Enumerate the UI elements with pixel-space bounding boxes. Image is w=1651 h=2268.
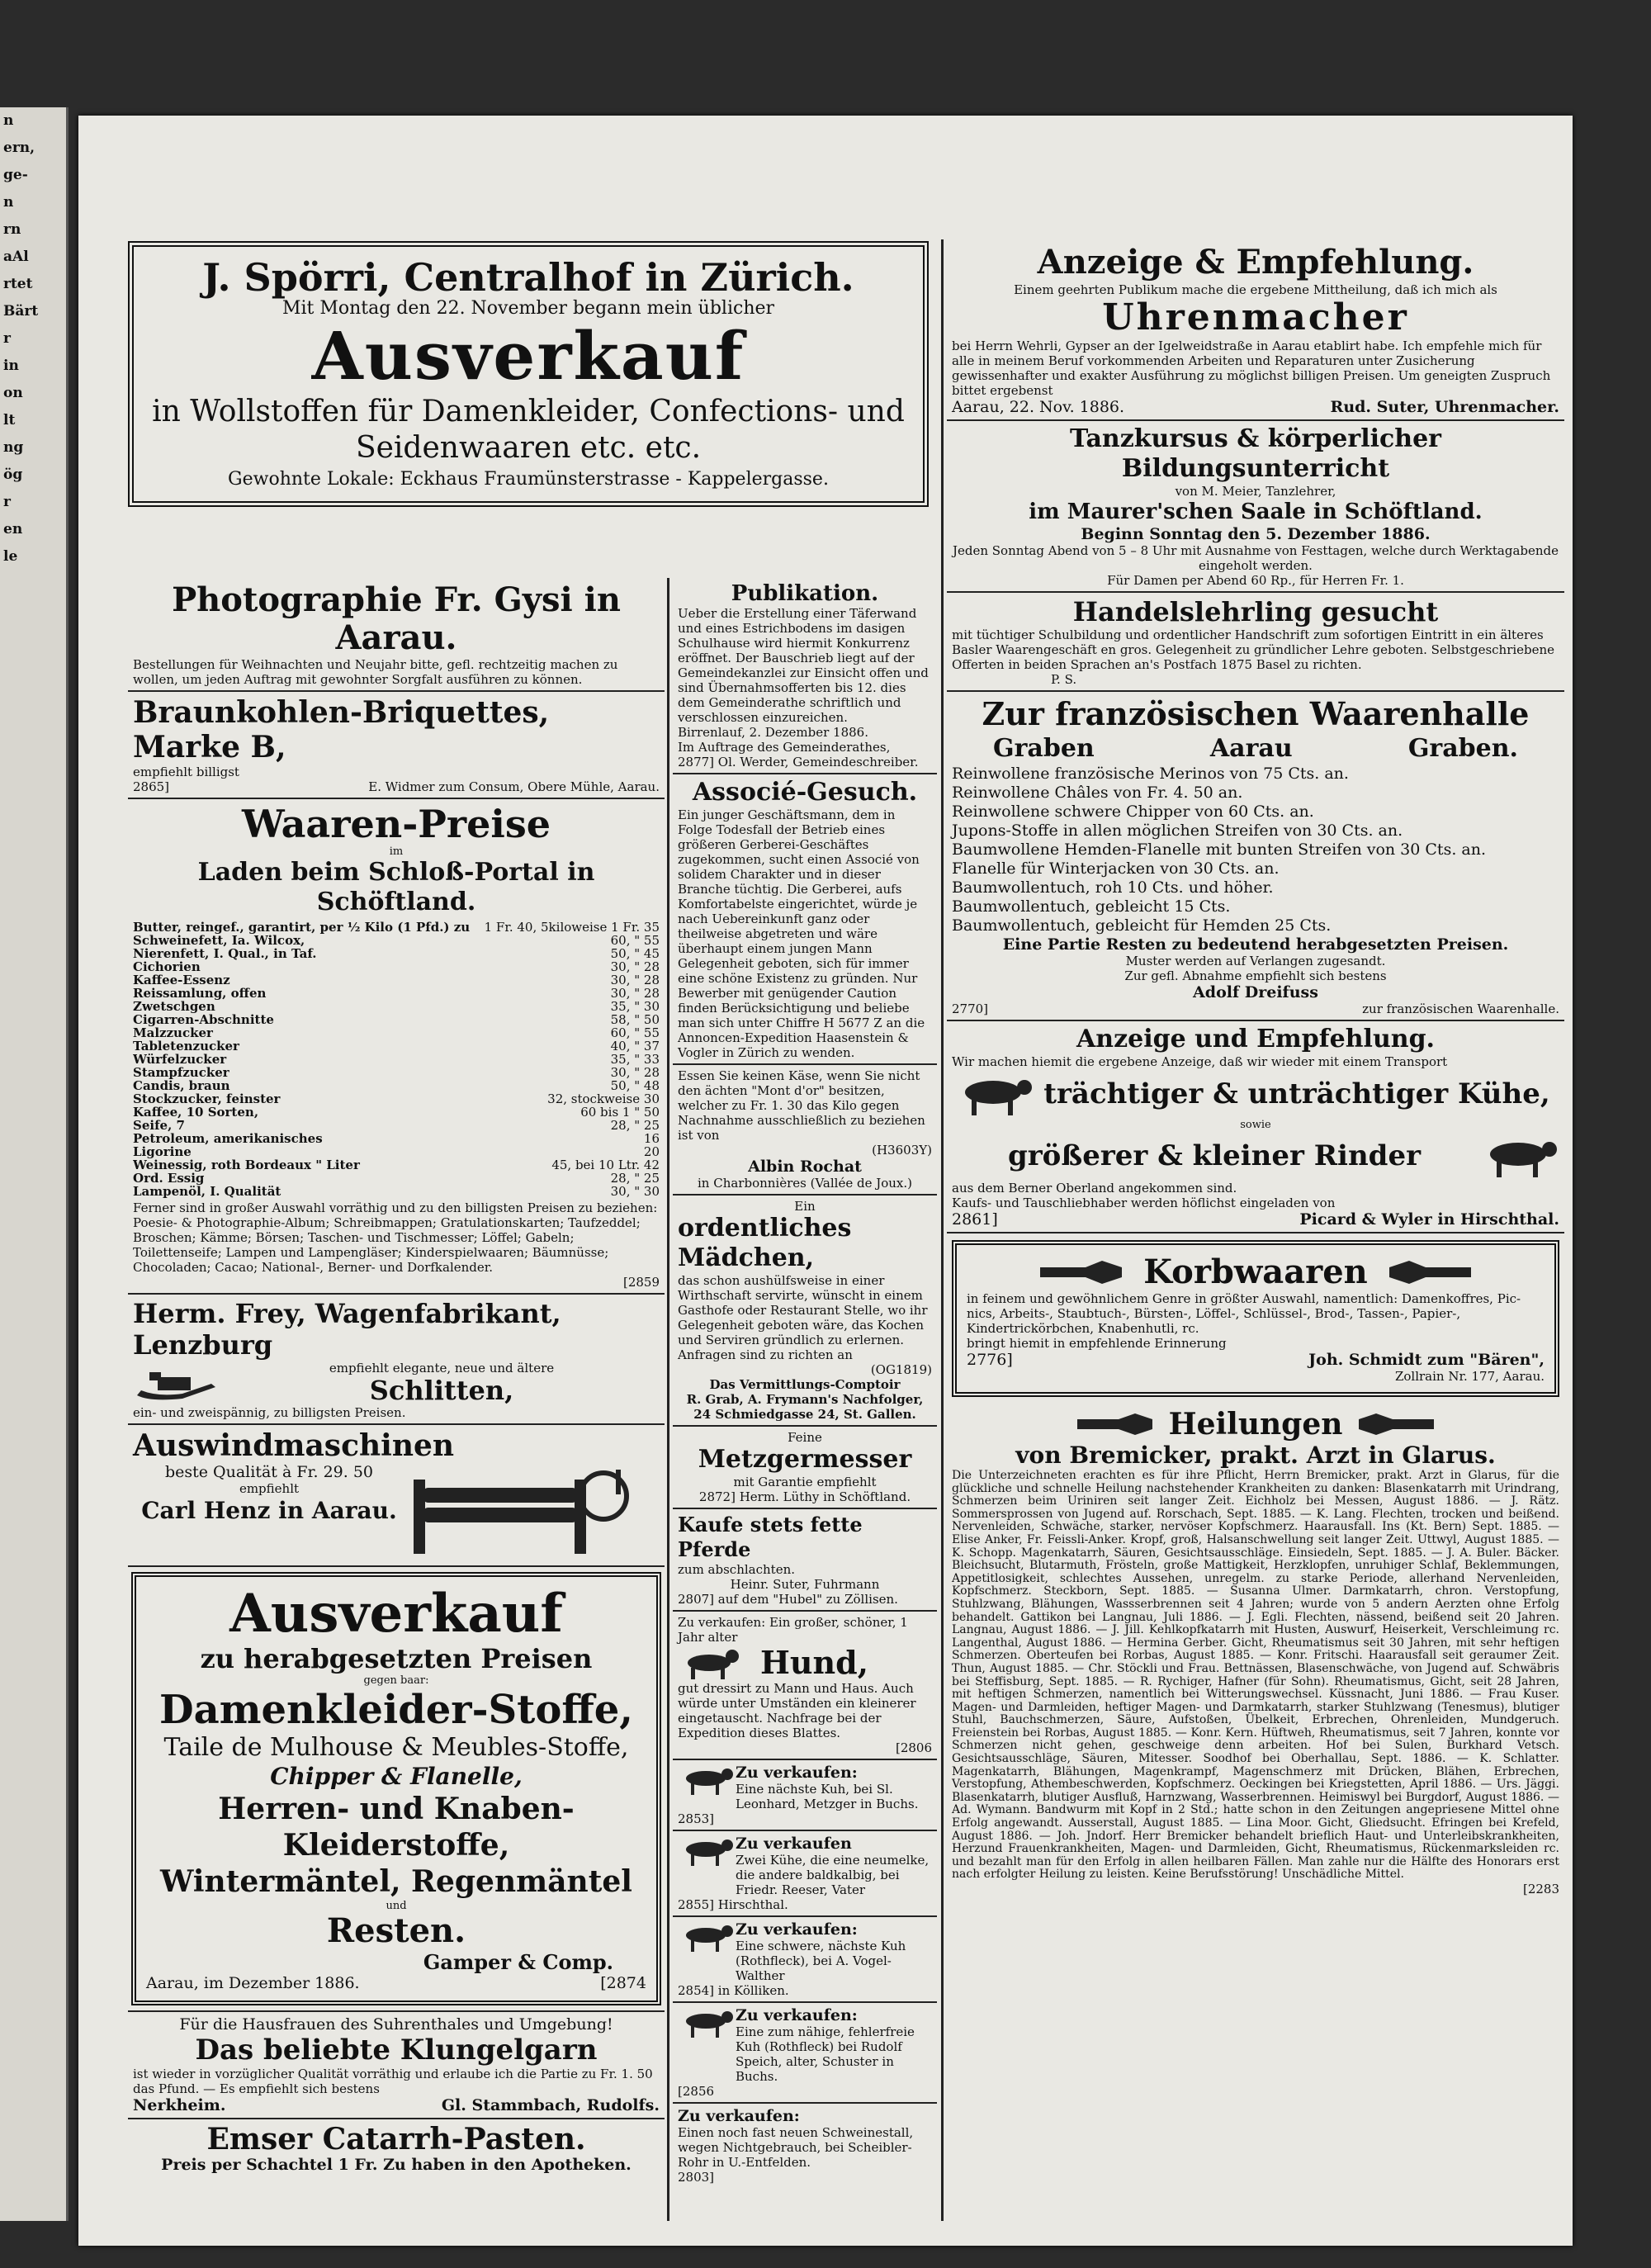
ad-associe xyxy=(673,774,937,1065)
maedchen-title: ordentliches Mädchen, xyxy=(678,1214,852,1272)
wringer-machine-icon xyxy=(405,1463,636,1562)
uhren-title: Anzeige & Empfehlung. xyxy=(1037,243,1474,282)
publikation-auftrag: Im Auftrage des Gemeinderathes, xyxy=(678,740,891,755)
spoerri-body: in Wollstoffen für Damenkleider, Confections- und Seidenwaaren etc. etc. xyxy=(152,395,905,465)
price-item-name: Seife, 7 xyxy=(133,1119,185,1132)
auswind-line2: empfiehlt xyxy=(239,1481,300,1496)
price-item-name: Zwetschgen xyxy=(133,1000,215,1013)
gamper-l6: Resten. xyxy=(326,1911,466,1950)
publikation-date: Birrenlauf, 2. Dezember 1886. xyxy=(678,725,868,740)
price-item-value: 50, " 48 xyxy=(610,1078,660,1093)
heilungen-sub: von Bremicker, prakt. Arzt in Glarus. xyxy=(1015,1442,1496,1469)
metzger-title: Metzgermesser xyxy=(698,1445,912,1474)
waarenhalle-sig2: zur französischen Waarenhalle. xyxy=(1362,1001,1559,1016)
waaren-headline: Waaren-Preise xyxy=(241,802,551,846)
cow-icon xyxy=(678,2006,736,2039)
waarenhalle-item: Reinwollene schwere Chipper von 60 Cts. an. xyxy=(952,803,1314,821)
ad-hund xyxy=(673,1612,937,1760)
left-page-fragment: ng xyxy=(3,439,24,456)
price-item-name: Cigarren-Abschnitte xyxy=(133,1013,274,1026)
gamper-sub: zu herabgesetzten Preisen xyxy=(200,1643,593,1674)
associe-body: Ein junger Geschäftsmann, dem in Folge Todesfall der Betrieb eines größeren Gerberei-Geschäftes zugekommen, sucht einen Associé von solidem Charakter und in dieser Branche tüchtig. Die Gerberei, aufs Komfortabelste eingerichtet, würde je nach Uebereinkunft ganz oder theilweise abgetreten und wäre überhaupt einem jungen Mann Gelegenheit geboten, sich für immer eine schöne Existenz zu gründen. Nur Bewerber mit genügender Caution finden Berücksichtigung und beliebe man sich unter Chiffre H 5677 Z an die Annoncen-Expedition Haasenstein & Vogler in Zürich zu wenden. xyxy=(678,807,925,1060)
emser-title: Emser Catarrh-Pasten. xyxy=(206,2122,586,2157)
korb-num: 2776] xyxy=(967,1351,1013,1369)
ad-tanz xyxy=(947,421,1564,593)
price-row xyxy=(133,1172,660,1185)
tanz-l3: Beginn Sonntag den 5. Dezember 1886. xyxy=(1081,525,1431,543)
gysi-body: Bestellungen für Weihnachten und Neujahr bitte, gefl. rechtzeitig machen zu wollen, um jeden Auftrag mit gewohnter Sorgfalt ausführen zu können. xyxy=(133,657,618,687)
waarenhalle-l1: Eine Partie Resten zu bedeutend herabgesetzten Preisen. xyxy=(1002,935,1509,954)
price-item-value: 30, " 30 xyxy=(610,1184,660,1199)
ad-braunkohlen xyxy=(128,692,665,799)
ad-ad-kuh1 xyxy=(673,1760,937,1831)
waarenhalle-sig: Adolf Dreifuss xyxy=(1193,983,1318,1001)
price-row xyxy=(133,947,660,960)
left-page-fragment: ge- xyxy=(3,167,28,183)
frey-title: Schlitten, xyxy=(369,1375,514,1406)
waarenhalle-sub-0: Graben xyxy=(993,734,1095,763)
price-item-value: 32, stockweise 30 xyxy=(547,1091,660,1106)
price-item-name: Stockzucker, feinster xyxy=(133,1092,281,1106)
montdor-code: (H3603Y) xyxy=(872,1143,932,1158)
ad-emser xyxy=(128,2119,665,2177)
gamper-und: und xyxy=(386,1900,407,1912)
heilungen-title: Heilungen xyxy=(1168,1407,1343,1442)
cow-ad-num: 2854] in Kölliken. xyxy=(678,1983,789,1998)
pointing-hand-icon xyxy=(1355,1409,1438,1439)
left-page-fragment: on xyxy=(3,385,23,401)
spoerri-headline: J. Spörri, Centralhof in Zürich. xyxy=(202,255,854,300)
price-row xyxy=(133,1185,660,1198)
waarenhalle-item: Reinwollene französische Merinos von 75 Cts. an. xyxy=(952,765,1349,783)
montdor-sig: Albin Rochat xyxy=(748,1158,862,1176)
price-item-name: Petroleum, amerikanisches xyxy=(133,1132,323,1145)
metzger-body: mit Garantie empfiehlt xyxy=(733,1475,877,1489)
left-page-fragment: Bärt xyxy=(3,303,39,320)
price-row xyxy=(133,1039,660,1053)
waaren-sub: Laden beim Schloß-Portal in Schöftland. xyxy=(197,858,595,916)
rinder-l2: aus dem Berner Oberland angekommen sind. xyxy=(952,1181,1237,1196)
left-page-fragment: lt xyxy=(3,412,16,429)
left-page-fragment: ög xyxy=(3,466,23,483)
price-item-value: 30, " 28 xyxy=(610,1065,660,1080)
maedchen-code: (OG1819) xyxy=(870,1362,932,1377)
pferde-body: zum abschlachten. xyxy=(678,1562,795,1577)
cow-ad-num: 2853] xyxy=(678,1811,715,1826)
maedchen-body: das schon aushülfsweise in einer Wirthschaft servirte, wünscht in einem Gasthofe oder Restaurant Stelle, wo ihr Gelegenheit geboten wäre, das Kochen und Serviren gründlich zu erlernen. Anfragen sind zu richten an xyxy=(678,1273,928,1362)
left-page-fragment: n xyxy=(3,194,14,211)
price-row xyxy=(133,1106,660,1119)
montdor-place: in Charbonnières (Vallée de Joux.) xyxy=(697,1176,913,1191)
bull-icon xyxy=(1477,1131,1559,1181)
schwein-body: Einen noch fast neuen Schweinestall, wegen Nichtgebrauch, bei Scheibler-Rohr in U.-Entfelden. xyxy=(678,2125,914,2170)
gamper-l1: Damenkleider-Stoffe, xyxy=(158,1687,634,1733)
price-item-name: Malzzucker xyxy=(133,1026,213,1039)
price-item-value: 16 xyxy=(643,1131,660,1146)
price-item-value: 30, " 28 xyxy=(610,959,660,974)
waarenhalle-title: Zur französischen Waarenhalle xyxy=(982,695,1530,732)
price-item-name: Nierenfett, I. Qual., in Taf. xyxy=(133,947,317,960)
rinder-big1: trächtiger & unträchtiger Kühe, xyxy=(1043,1077,1550,1110)
klungel-sig2: Gl. Stammbach, Rudolfs. xyxy=(441,2096,660,2114)
price-row xyxy=(133,1013,660,1026)
ad-publikation xyxy=(673,578,937,774)
metzger-feine: Feine xyxy=(788,1430,822,1445)
price-row xyxy=(133,973,660,987)
spoerri-title: Ausverkauf xyxy=(311,317,745,395)
cow-icon xyxy=(678,1835,736,1868)
publikation-title: Publikation. xyxy=(731,581,879,606)
waarenhalle-item: Baumwollene Hemden-Flanelle mit bunten Streifen von 30 Cts. an. xyxy=(952,840,1487,859)
frey-headline: Herm. Frey, Wagenfabrikant, Lenzburg xyxy=(133,1298,561,1361)
price-item-name: Reissamlung, offen xyxy=(133,987,267,1000)
price-item-value: 30, " 28 xyxy=(610,973,660,987)
ad-lehrling xyxy=(947,593,1564,692)
hund-pre: Zu verkaufen: Ein großer, schöner, 1 Jahr alter xyxy=(678,1615,908,1645)
left-page-fragment: rtet xyxy=(3,276,33,292)
waarenhalle-list xyxy=(952,765,1559,935)
left-page-fragment: in xyxy=(3,357,19,374)
lehrling-body: mit tüchtiger Schulbildung und ordentlicher Handschrift zum sofortigen Eintritt in ein älteres Basler Waarengeschäft en gros. Gelegenheit zu gründlicher Lehre geboten. Selbstgeschriebene Offerten in beiden Sprachen an's Postfach 1875 Basel zu richten. xyxy=(952,627,1555,672)
pferde-num: 2807] auf dem "Hubel" zu Zöllisen. xyxy=(678,1592,898,1607)
uhren-sig: Rud. Suter, Uhrenmacher. xyxy=(1330,398,1559,416)
ad-ad-kuh4 xyxy=(673,2003,937,2104)
maedchen-sig: R. Grab, A. Frymann's Nachfolger, xyxy=(686,1392,924,1407)
ad-schwein xyxy=(673,2104,937,2188)
pointing-hand-icon xyxy=(1073,1409,1156,1439)
publikation-sig: 2877] Ol. Werder, Gemeindeschreiber. xyxy=(678,755,919,769)
ad-korb xyxy=(947,1233,1564,1404)
waarenhalle-item: Baumwollentuch, gebleicht 15 Cts. xyxy=(952,897,1231,916)
rinder-l1: Wir machen hiemit die ergebene Anzeige, daß wir wieder mit einem Transport xyxy=(952,1054,1448,1069)
gamper-l2: Taile de Mulhouse & Meubles-Stoffe, xyxy=(163,1733,629,1762)
price-item-value: 45, bei 10 Ltr. 42 xyxy=(551,1158,660,1172)
cow-icon xyxy=(678,1920,736,1953)
price-item-name: Butter, reingef., garantirt, per ½ Kilo (1 Pfd.) zu xyxy=(133,921,471,934)
auswind-line: beste Qualität à Fr. 29. 50 xyxy=(164,1463,374,1481)
ad-spoerri xyxy=(128,241,929,507)
tanz-body: Jeden Sonntag Abend von 5 – 8 Uhr mit Ausnahme von Festtagen, welche durch Werktagabende eingeholt werden. xyxy=(952,543,1559,573)
cow-ad-head: Zu verkaufen: xyxy=(736,2006,858,2024)
left-page-fragment: r xyxy=(3,494,11,510)
lehrling-title: Handelslehrling gesucht xyxy=(1072,596,1439,627)
price-item-value: 35, " 30 xyxy=(610,999,660,1014)
braunkohlen-num: 2865] xyxy=(133,779,170,794)
schwein-num: 2803] xyxy=(678,2170,715,2185)
korb-l1: bringt hiemit in empfehlende Erinnerung xyxy=(967,1336,1227,1351)
waaren-price-list xyxy=(133,921,660,1198)
cow-ad-body: Eine nächste Kuh, bei Sl. Leonhard, Metzger in Buchs. xyxy=(736,1782,919,1811)
gamper-sig: Gamper & Comp. xyxy=(423,1950,613,1974)
ad-ad-kuh3 xyxy=(673,1917,937,2003)
price-item-name: Tabletenzucker xyxy=(133,1039,239,1053)
klungel-body: ist wieder in vorzüglicher Qualität vorräthig und erlaube ich die Partie zu Fr. 1. 50 das Pfund. — Es empfiehlt sich bestens xyxy=(133,2067,653,2096)
cow-ad-num: 2855] Hirschthal. xyxy=(678,1897,788,1912)
rinder-sowie: sowie xyxy=(1240,1119,1271,1131)
waarenhalle-l3: Zur gefl. Abnahme empfiehlt sich bestens xyxy=(1124,968,1387,983)
price-row xyxy=(133,1000,660,1013)
ad-frey xyxy=(128,1295,665,1425)
tanz-l2: im Maurer'schen Saale in Schöftland. xyxy=(1029,500,1483,524)
korb-addr: Zollrain Nr. 177, Aarau. xyxy=(1394,1369,1545,1384)
price-item-value: 20 xyxy=(643,1144,660,1159)
price-item-value: 1 Fr. 40, 5kiloweise 1 Fr. 35 xyxy=(484,920,660,935)
korb-body: in feinem und gewöhnlichem Genre in größter Auswahl, namentlich: Damenkoffres, Pic-nics, Arbeits-, Staubtuch-, Bürsten-, Löffel-, Schlüssel-, Brod-, Tassen-, Papier-, Kindertrickörbchen, Knabenhutli, rc. xyxy=(967,1291,1521,1336)
price-row xyxy=(133,960,660,973)
waaren-num: [2859 xyxy=(622,1275,660,1290)
heilungen-body: Die Unterzeichneten erachten es für ihre Pflicht, Herrn Bremicker, prakt. Arzt in Glarus, für die glückliche und schnelle Heilung nachstehender Krankheiten zu danken: Blasenkatarrh mit Urindrang, Schmerzen beim Uriniren seit langer Zeit. Eichholz bei Messen, August 1886. — J. Rätz. Sommersprossen von Jugend auf. Rorschach, Sept. 1885. — K. Lang. Flechten, trocken und beißend. Nervenleiden, Schwäche, starker, nervöser Kopfschmerz. Haarausfall. Ins (Kt. Bern) Sept. 1885. — Elise Anker, Fr. Feissli-Anker. Kropf, groß, Halsanschwellung seit langer Zeit. Uttwyl, August 1885. — K. Schopp. Magenkatarrh, Säuren, Gesichtsausschläge. Einsiedeln, Sept. 1885. — J. A. Buler. Bäcker. Bleichsucht, Blutarmuth, Frösteln, große Mattigkeit, Herzklopfen, unruhiger Schlaf, Beklemmungen, Appetitlosigkeit, schlechtes Aussehen, unregelm. zu starke Periode, allerhand Nervenleiden, Kopfschmerz. Steckborn, Sept. 1885. — Susanna Ulmer. Darmkatarrh, chron. Verstopfung, Stuhlzwang, Blähungen, Wassserbrennen seit 4 Jahren; wurde von 5 andern Aerzten ohne Erfolg behandelt. Gattikon bei Langnau, Juli 1886. — J. Egli. Flechten, nässend, beißend seit 20 Jahren. Langnau, August 1886. — J. Jill. Kehlkopfkatarrh mit Husten, Auswurf, Heiserkeit, Verschleimung rc. Langenthal, August 1886. — Hermina Gerber. Gicht, Rheumatismus seit 30 Jahren, mit sehr heftigen Schmerzen. Oberteufen bei Rorbas, August 1885. — Konr. Fritschi. Haarausfall seit geraumer Zeit. Thun, August 1885. — Chr. Stöckli und Frau. Bettnässen, Blasenschwäche, von Jugend auf. Schwäbris bei Steffisburg, Sept. 1885. — R. Rychiger, Hafner (für Sohn). Rheumatismus, Gicht, seit 28 Jahren, mit heftigen Schmerzen, namentlich bei Witterungswechsel. Küssnacht, Juni 1886. — Frau Kuser. Magen- und Darmleiden, heftiger Magen- und Darmkatarrh, starker Stuhlzwang (Tenesmus), blutiger Stuhl, Bauchschmerzen, Säure, Aufstoßen, Übelkeit, Erbrechen, Ohrenleiden, Mundgeruch. Freienstein bei Rorbas, August 1885. — Konr. Kern. Hüftweh, Rheumatismus, seit 7 Jahren, konnte vor Schmerzen nicht gehen, geschweige denn arbeiten. Hof bei Sulen, Burkhard Vetsch. Gesichtsausschläge, Säuren, Mitesser. Soodhof bei Oberhallau, Sept. 1886. — K. Schlatter. Magenkatarrh, Blähungen, Magenkrampf, Magenschmerz mit Drücken, Blähen, Erbrechen, Verstopfung, Athembeschwerden, Kopfschmerz. Oeckingen bei Kriegstetten, April 1886. — Urs. Jäggi. Blasenkatarrh, blutiger Ausfluß, Harnzwang, Wasserbrennen. Heimiswyl bei Burgdorf, August 1886. — Ad. Wymann. Bandwurm mit Kopf in 2 Std.; hatte schon in den Zeitungen angepriesene Mittel ohne Erfolg angewandt. Ausserstall, August 1885. — Lina Moor. Gicht, Gliedsucht. Efringen bei Krefeld, August 1886. — Joh. Jndorf. Herr Bremicker behandelt brieflich Haut- und Unterleibskrankheiten, Herzund Frauenkrankheiten, Magen- und Darmleiden, Gicht, Rheumatismus, Rückenmarksleiden rc. und bezahlt man für den Erfolg in allen heilbaren Fällen. Man zahle nur die Hälfte des Honorars erst nach erfolgter Heilung zu leisten. Keine Berufsstörung! Unschädliche Mittel. xyxy=(952,1469,1559,1882)
pointing-hand-icon xyxy=(1384,1256,1475,1289)
waarenhalle-num: 2770] xyxy=(952,1001,989,1016)
gamper-l4: Herren- und Knaben-Kleiderstoffe, xyxy=(218,1792,575,1863)
waarenhalle-item: Reinwollene Châles von Fr. 4. 50 an. xyxy=(952,784,1243,802)
pferde-title: Kaufe stets fette Pferde xyxy=(678,1513,863,1561)
price-row xyxy=(133,1119,660,1132)
price-row xyxy=(133,1066,660,1079)
price-row xyxy=(133,987,660,1000)
hund-title: Hund, xyxy=(760,1644,868,1681)
newspaper-sheet xyxy=(78,116,1573,2246)
column-2 xyxy=(673,578,937,2188)
price-item-name: Weinessig, roth Bordeaux " Liter xyxy=(133,1158,360,1172)
rinder-title: Anzeige und Empfehlung. xyxy=(1076,1025,1435,1054)
ad-gamper xyxy=(128,1567,665,2010)
frey-footer: ein- und zweispännig, zu billigsten Preisen. xyxy=(133,1405,406,1420)
price-item-value: 35, " 33 xyxy=(610,1052,660,1067)
waaren-footer: Ferner sind in großer Auswahl vorräthig und zu den billigsten Preisen zu beziehen: Poesie- & Photographie-Album; Schreibmappen; Gratulationskarten; Taufzeddel; Broschen; Kämme; Börsen; Taschen- und Tischmesser; Löffel; Gabeln; Toilettenseife; Lampen und Lampengläser; Kinderspielwaaren; Bäumnüsse; Chocoladen; Cacao; National-, Berner- und Dorfkalender. xyxy=(133,1200,658,1275)
ad-montdor xyxy=(673,1065,937,1196)
klungel-l1: Für die Hausfrauen des Suhrenthales und Umgebung! xyxy=(179,2015,613,2034)
price-item-value: 60, " 55 xyxy=(610,1025,660,1040)
waarenhalle-sub-2: Graben. xyxy=(1407,734,1518,763)
price-item-value: 50, " 45 xyxy=(610,946,660,961)
gamper-num: [2874 xyxy=(600,1974,646,1992)
price-item-value: 40, " 37 xyxy=(610,1039,660,1054)
tanz-l1: von M. Meier, Tanzlehrer, xyxy=(1175,484,1336,499)
waarenhalle-l2: Muster werden auf Verlangen zugesandt. xyxy=(1125,954,1386,968)
waarenhalle-item: Baumwollentuch, gebleicht für Hemden 25 Cts. xyxy=(952,916,1332,935)
column-rule-2 xyxy=(941,239,944,2221)
waarenhalle-item: Baumwollentuch, roh 10 Cts. und höher. xyxy=(952,878,1274,897)
tanz-price: Für Damen per Abend 60 Rp., für Herren Fr. 1. xyxy=(1107,573,1404,588)
left-page-fragment: en xyxy=(3,521,23,537)
left-page-fragment: ern, xyxy=(3,140,35,156)
price-item-name: Ord. Essig xyxy=(133,1172,205,1185)
price-item-name: Kaffee-Essenz xyxy=(133,973,230,987)
waaren-im: im xyxy=(389,845,404,858)
cow-icon xyxy=(678,1764,736,1797)
ad-metzger xyxy=(673,1427,937,1509)
uhren-l1: Einem geehrten Publikum mache die ergebene Mittheilung, daß ich mich als xyxy=(1014,282,1497,297)
korb-title: Korbwaaren xyxy=(1143,1252,1368,1291)
adjacent-page-edge xyxy=(0,107,69,2221)
waarenhalle-item: Flanelle für Winterjacken von 30 Cts. an. xyxy=(952,859,1280,878)
price-row xyxy=(133,1132,660,1145)
gamper-title: Ausverkauf xyxy=(229,1583,563,1645)
left-page-fragment: rn xyxy=(3,221,21,238)
auswind-sig: Carl Henz in Aarau. xyxy=(141,1497,397,1524)
price-row xyxy=(133,1079,660,1092)
schwein-head: Zu verkaufen: xyxy=(678,2107,800,2125)
left-page-fragment: n xyxy=(3,112,14,129)
ad-gysi xyxy=(128,578,665,692)
price-item-value: 28, " 25 xyxy=(610,1118,660,1133)
rinder-big2: größerer & kleiner Rinder xyxy=(1008,1139,1421,1172)
ad-uhren xyxy=(947,239,1564,421)
left-page-fragment: aAl xyxy=(3,249,29,265)
waarenhalle-sub-1: Aarau xyxy=(1209,734,1293,763)
price-row xyxy=(133,1026,660,1039)
ad-klungel xyxy=(128,2010,665,2119)
price-row xyxy=(133,1145,660,1158)
ad-rinder xyxy=(947,1021,1564,1233)
hund-body: gut dressirt zu Mann und Haus. Auch würde unter Umständen ein kleinerer eingetauscht. Nachfrage bei der Expedition dieses Blattes. xyxy=(678,1681,916,1740)
left-page-fragment: le xyxy=(3,548,18,565)
cow-ad-head: Zu verkaufen: xyxy=(736,1764,858,1782)
gysi-headline: Photographie Fr. Gysi in Aarau. xyxy=(172,580,621,657)
price-row xyxy=(133,934,660,947)
price-item-name: Cichorien xyxy=(133,960,201,973)
gamper-gegen: gegen baar: xyxy=(363,1674,429,1687)
pferde-sig: Heinr. Suter, Fuhrmann xyxy=(730,1577,880,1592)
column-1 xyxy=(128,578,665,2177)
uhren-big: Uhrenmacher xyxy=(1102,296,1409,339)
gamper-l3: Chipper & Flanelle, xyxy=(270,1763,523,1790)
cow-ad-num: [2856 xyxy=(678,2084,715,2099)
price-item-value: 30, " 28 xyxy=(610,986,660,1001)
tanz-title: Tanzkursus & körperlicher Bildungsunterricht xyxy=(1070,424,1441,483)
price-item-name: Stampfzucker xyxy=(133,1066,229,1079)
price-item-value: 60 bis 1 " 50 xyxy=(580,1105,660,1120)
ad-ad-kuh2 xyxy=(673,1831,937,1917)
ad-waarenhalle xyxy=(947,692,1564,1021)
uhren-body: bei Herrn Wehrli, Gypser an der Igelweidstraße in Aarau etablirt habe. Ich empfehle mich für alle in meinem Beruf vorkommenden Arbeiten und Reparaturen unter Zusicherung gewissenhafter und exakter Ausführung zu möglichst billigen Preisen. Um geneigten Zuspruch bittet ergebenst xyxy=(952,339,1551,398)
waarenhalle-item: Jupons-Stoffe in allen möglichen Streifen von 30 Cts. an. xyxy=(952,821,1403,840)
ad-maedchen xyxy=(673,1196,937,1427)
ad-auswind xyxy=(128,1425,665,1567)
braunkohlen-line: empfiehlt billigst xyxy=(133,765,239,779)
price-item-name: Schweinefett, Ia. Wilcox, xyxy=(133,934,305,947)
lehrling-ps: P. S. xyxy=(1051,672,1077,687)
cow-icon xyxy=(952,1069,1034,1119)
auswind-headline: Auswindmaschinen xyxy=(133,1428,455,1463)
metzger-sig: 2872] Herm. Lüthy in Schöftland. xyxy=(698,1489,911,1504)
price-row xyxy=(133,1158,660,1172)
cow-ad-body: Eine zum nähige, fehlerfreie Kuh (Rothfleck) bei Rudolf Speich, alter, Schuster in Buchs. xyxy=(736,2024,915,2084)
braunkohlen-headline: Braunkohlen-Briquettes, Marke B, xyxy=(133,695,550,765)
price-item-name: Kaffee, 10 Sorten, xyxy=(133,1106,259,1119)
publikation-body: Ueber die Erstellung einer Täferwand und eines Estrichbodens im dasigen Schulhause wird hiermit Konkurrenz eröffnet. Der Bauschrieb liegt auf der Gemeindekanzlei zur Einsicht offen und sind Übernahmsofferten bis 12. dies dem Gemeinderathe schriftlich und verschlossen einzureichen. xyxy=(678,606,929,725)
price-item-value: 60, " 55 xyxy=(610,933,660,948)
rinder-l3: Kaufs- und Tauschliebhaber werden höflichst eingeladen von xyxy=(952,1196,1336,1210)
price-row xyxy=(133,921,660,934)
ad-waarenpreise xyxy=(128,799,665,1295)
price-row xyxy=(133,1092,660,1106)
pointing-hand-icon xyxy=(1036,1256,1127,1289)
maedchen-ein: Ein xyxy=(794,1199,816,1214)
uhren-date: Aarau, 22. Nov. 1886. xyxy=(952,398,1125,416)
heilungen-num: [2283 xyxy=(1522,1882,1559,1896)
price-item-value: 58, " 50 xyxy=(610,1012,660,1027)
rinder-num: 2861] xyxy=(952,1210,998,1229)
column-rule-1 xyxy=(667,578,669,2221)
montdor-body: Essen Sie keinen Käse, wenn Sie nicht den ächten "Mont d'or" besitzen, welcher zu Fr. 1. 30 das Kilo gegen Nachnahme ausschließlich zu beziehen ist von xyxy=(678,1068,925,1143)
cow-ad-body: Eine schwere, nächste Kuh (Rothfleck), bei A. Vogel-Walther xyxy=(736,1939,906,1983)
maedchen-addr: 24 Schmiedgasse 24, St. Gallen. xyxy=(693,1407,916,1422)
gamper-l5: Wintermäntel, Regenmäntel xyxy=(160,1864,632,1899)
klungel-sig1: Nerkheim. xyxy=(133,2096,226,2114)
cow-ad-body: Zwei Kühe, die eine neumelke, die andere baldkalbig, bei Friedr. Reeser, Vater xyxy=(736,1853,930,1897)
frey-line: empfiehlt elegante, neue und ältere xyxy=(329,1361,555,1375)
left-page-fragment: r xyxy=(3,330,11,347)
spoerri-line1: Mit Montag den 22. November begann mein üblicher xyxy=(281,298,775,319)
hund-num: [2806 xyxy=(895,1740,932,1755)
braunkohlen-sig: E. Widmer zum Consum, Obere Mühle, Aarau. xyxy=(368,779,660,794)
gamper-place: Aarau, im Dezember 1886. xyxy=(146,1974,360,1992)
associe-title: Associé-Gesuch. xyxy=(692,778,918,807)
sleigh-icon xyxy=(133,1362,224,1404)
price-item-name: Candis, braun xyxy=(133,1079,230,1092)
ad-pferde xyxy=(673,1509,937,1612)
spoerri-footer: Gewohnte Lokale: Eckhaus Fraumünsterstrasse - Kappelergasse. xyxy=(228,469,829,490)
price-item-name: Ligorine xyxy=(133,1145,192,1158)
price-item-name: Lampenöl, I. Qualität xyxy=(133,1185,281,1198)
dog-icon xyxy=(678,1645,744,1681)
maedchen-comptoir: Das Vermittlungs-Comptoir xyxy=(709,1377,901,1392)
column-3 xyxy=(947,239,1564,1900)
korb-sig: Joh. Schmidt zum "Bären", xyxy=(1308,1351,1545,1369)
price-row xyxy=(133,1053,660,1066)
price-item-name: Würfelzucker xyxy=(133,1053,227,1066)
cow-ad-head: Zu verkaufen xyxy=(736,1835,852,1853)
cow-ad-head: Zu verkaufen: xyxy=(736,1920,858,1939)
rinder-sig: Picard & Wyler in Hirschthal. xyxy=(1299,1210,1559,1229)
klungel-title: Das beliebte Klungelgarn xyxy=(195,2034,598,2067)
ad-heilungen xyxy=(947,1404,1564,1900)
emser-line: Preis per Schachtel 1 Fr. Zu haben in den Apotheken. xyxy=(161,2156,632,2174)
price-item-value: 28, " 25 xyxy=(610,1171,660,1186)
